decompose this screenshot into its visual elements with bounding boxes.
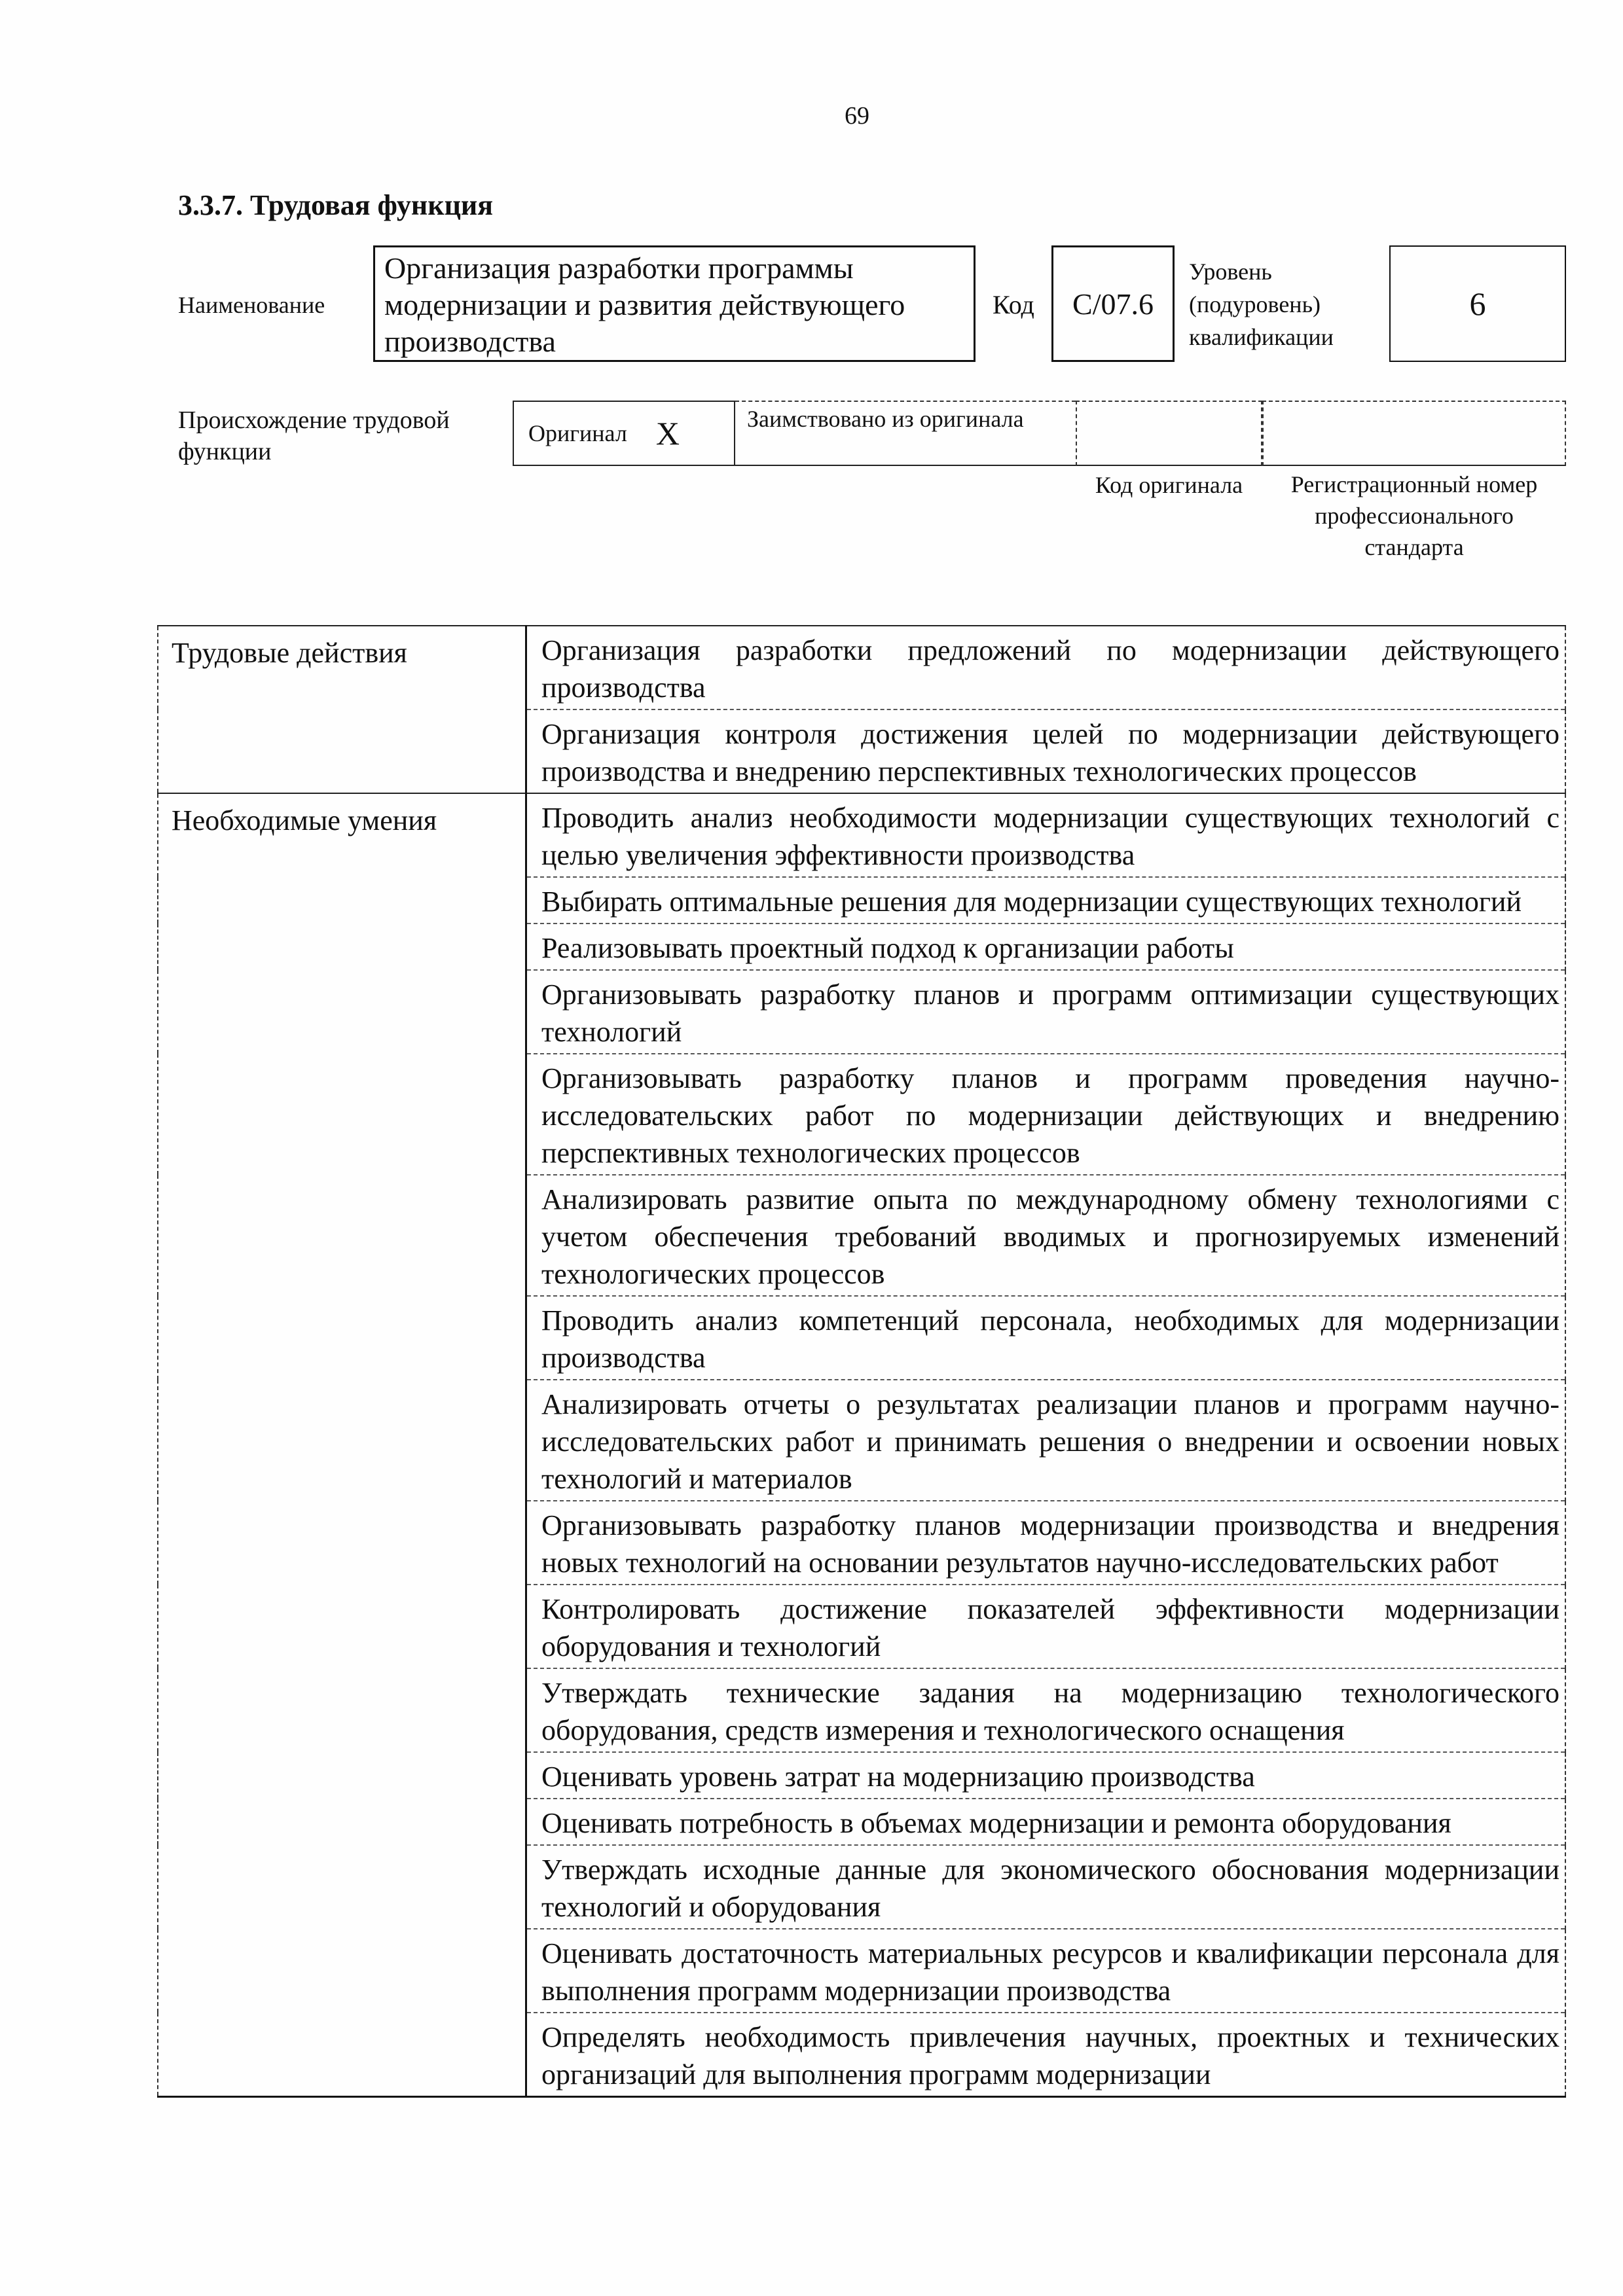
list-item: Организовывать разработку планов и программ оптимизации существующих технологий: [541, 978, 1559, 1048]
list-item: Проводить анализ необходимости модернизации существующих технологий с целью увеличения эффективности производства: [541, 802, 1559, 871]
table-cell: [526, 1054, 1566, 1175]
list-item: Проводить анализ компетенций персонала, необходимых для модернизации производства: [541, 1304, 1559, 1374]
original-code-caption: Код оригинала: [1095, 472, 1243, 498]
origin-label: Происхождение трудовой функции: [178, 406, 450, 465]
table-cell: [526, 877, 1566, 924]
table-cell: [526, 1929, 1566, 2013]
list-item: Организовывать разработку планов и программ проведения научно-исследовательских работ по модернизации действующих и внедрению перспективных технологических процессов: [541, 1062, 1559, 1169]
list-item: Определять необходимость привлечения научных, проектных и технических организаций для выполнения программ модернизации: [541, 2021, 1559, 2090]
table-cell: [526, 1585, 1566, 1668]
table-cell: [526, 1296, 1566, 1380]
page-number: 69: [845, 102, 869, 130]
table-cell: [526, 1380, 1566, 1501]
list-item: Организация разработки предложений по модернизации действующего производства: [541, 634, 1559, 704]
level-label-line3: квалификации: [1189, 324, 1334, 350]
original-label: Оригинал: [528, 420, 627, 446]
list-item: Организация контроля достижения целей по модернизации действующего производства и внедрению перспективных технологических процессов: [541, 718, 1559, 787]
original-code-cell: [1076, 401, 1262, 466]
table-cell: [526, 626, 1566, 709]
list-item: Контролировать достижение показателей эффективности модернизации оборудования и технологий: [541, 1593, 1559, 1662]
table-cell: [526, 1175, 1566, 1296]
name-label: Наименование: [178, 292, 325, 318]
table-row: [158, 626, 1565, 709]
borrowed-cell: [735, 401, 1076, 466]
table-cell: [526, 709, 1566, 793]
registration-number-cell: [1262, 401, 1566, 466]
level-value: 6: [1469, 285, 1486, 322]
list-item: Анализировать отчеты о результатах реализации планов и программ научно-исследовательских работ и принимать решения о внедрении и освоении новых технологий и материалов: [541, 1388, 1559, 1495]
section-title: 3.3.7. Трудовая функция: [178, 189, 494, 221]
list-item: Реализовывать проектный подход к организации работы: [541, 932, 1234, 964]
original-mark: X: [655, 415, 680, 452]
function-name-value: Организация разработки программы модернизации и развития действующего производства: [384, 251, 905, 358]
code-value: С/07.6: [1072, 287, 1154, 321]
table-cell: [526, 1668, 1566, 1752]
section-category: Трудовые действия: [158, 626, 526, 793]
section-category: Необходимые умения: [158, 793, 526, 2097]
table-cell: [526, 924, 1566, 970]
table-cell: [526, 970, 1566, 1054]
table-cell: [526, 1799, 1566, 1845]
list-item: Утверждать исходные данные для экономического обоснования модернизации технологий и оборудования: [541, 1854, 1559, 1923]
list-item: Оценивать достаточность материальных ресурсов и квалификации персонала для выполнения программ модернизации производства: [541, 1937, 1559, 2007]
borrowed-label: Заимствовано из оригинала: [747, 406, 1024, 432]
original-cell: [513, 401, 735, 466]
table-cell: [526, 1845, 1566, 1929]
table-body: [158, 626, 1565, 2097]
code-label: Код: [993, 290, 1034, 319]
table-row: [158, 793, 1565, 877]
table-cell: [526, 1752, 1566, 1799]
level-label-line2: (подуровень): [1189, 291, 1321, 317]
table-cell: [526, 793, 1566, 877]
table-cell: [526, 1501, 1566, 1585]
list-item: Организовывать разработку планов модернизации производства и внедрения новых технологий на основании результатов научно-исследовательских работ: [541, 1509, 1559, 1579]
level-box: [1389, 245, 1566, 362]
labor-function-table: [157, 625, 1566, 2098]
function-name-box: [373, 245, 976, 362]
list-item: Выбирать оптимальные решения для модернизации существующих технологий: [541, 886, 1522, 918]
qualification-level-label: [1189, 255, 1334, 353]
list-item: Анализировать развитие опыта по международному обмену технологиями с учетом обеспечения требований вводимых и прогнозируемых изменений технологических процессов: [541, 1183, 1559, 1290]
level-label-line1: Уровень: [1189, 259, 1272, 285]
list-item: Утверждать технические задания на модернизацию технологического оборудования, средств измерения и технологического оснащения: [541, 1677, 1559, 1746]
registration-number-caption: Регистрационный номер профессионального стандарта: [1290, 471, 1538, 560]
list-item: Оценивать потребность в объемах модернизации и ремонта оборудования: [541, 1807, 1451, 1839]
list-item: Оценивать уровень затрат на модернизацию производства: [541, 1761, 1255, 1793]
code-box: [1051, 245, 1175, 362]
table-cell: [526, 2013, 1566, 2097]
